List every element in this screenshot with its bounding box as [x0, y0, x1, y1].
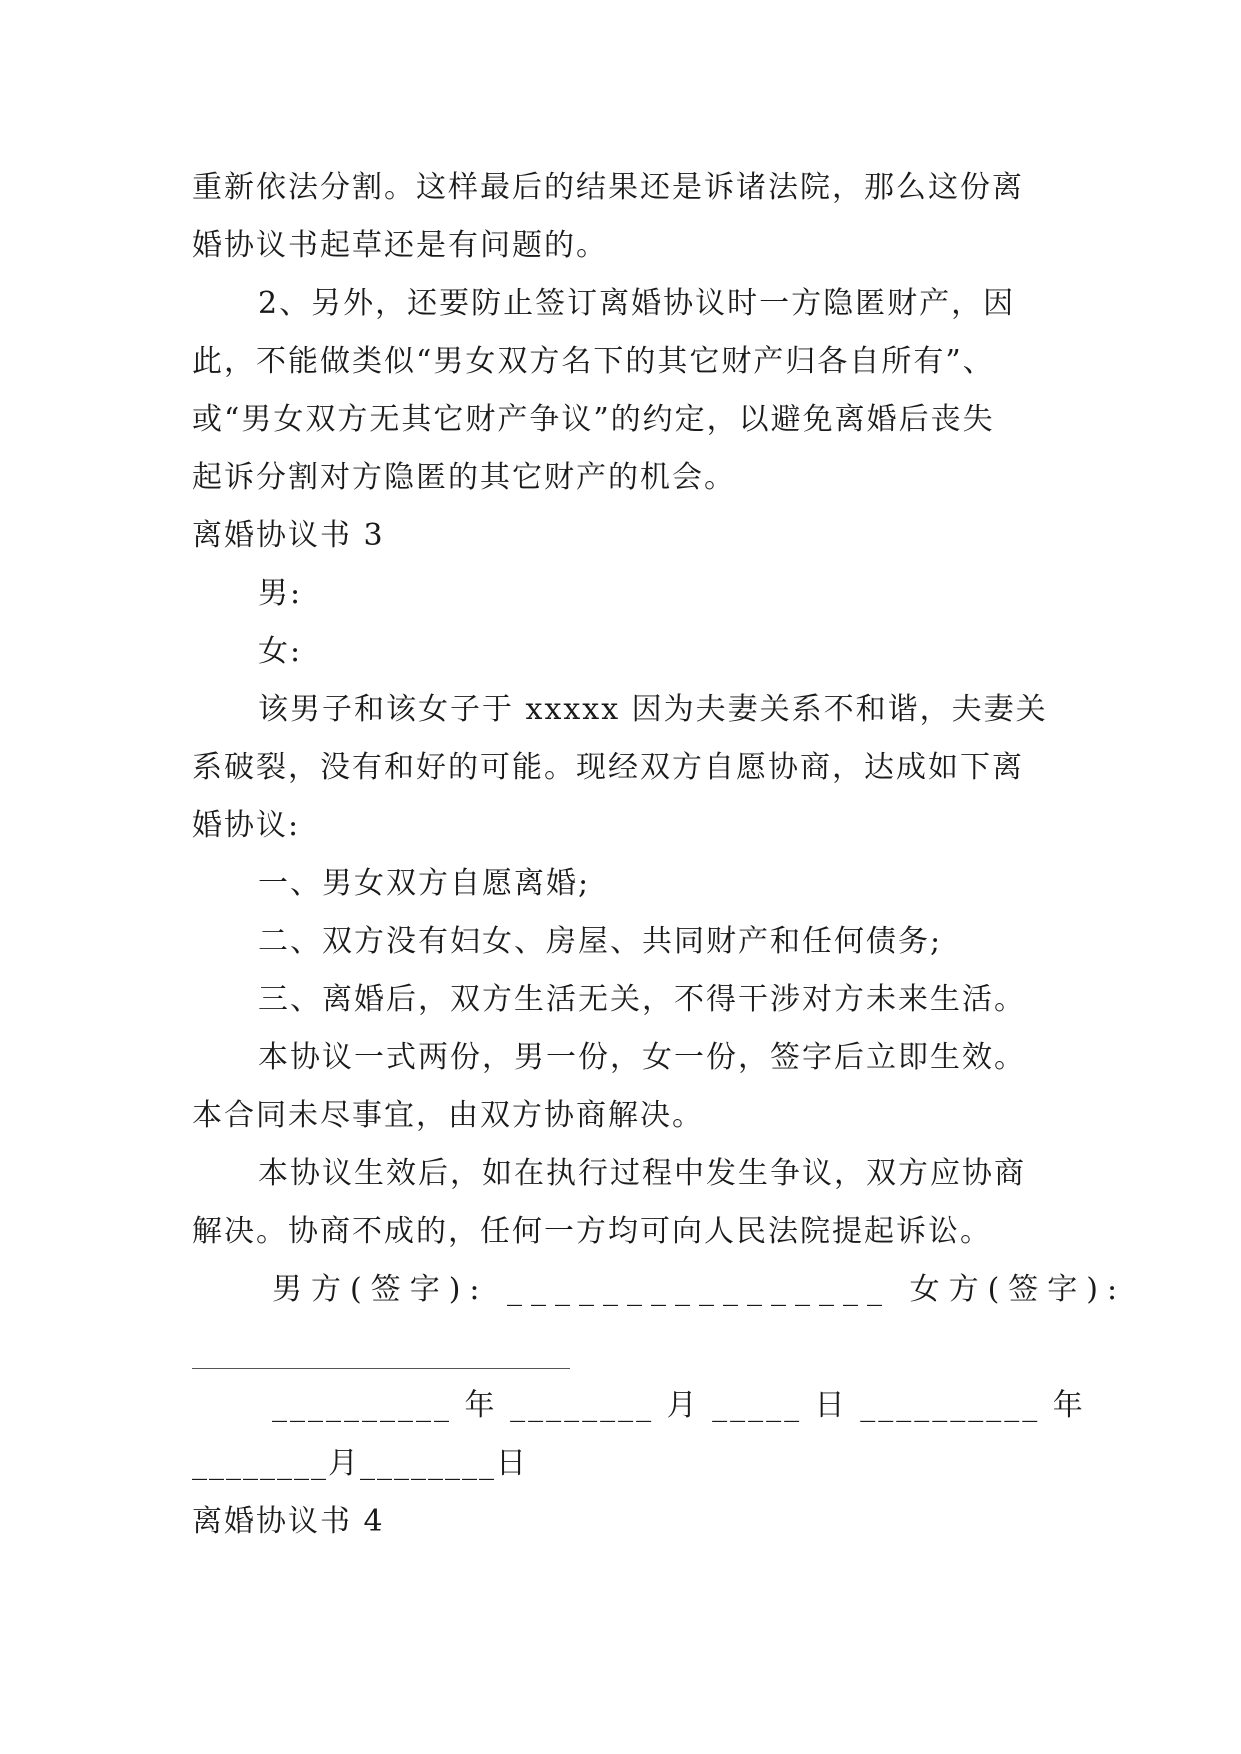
- paragraph-line-4: 此，不能做类似“男女双方名下的其它财产归各自所有”、: [192, 344, 995, 379]
- section-heading-4: 离婚协议书 4: [192, 1504, 385, 1539]
- paragraph-line-10: 本协议一式两份，男一份，女一份，签字后立即生效。: [258, 1040, 1026, 1075]
- paragraph-line-3: 2、另外，还要防止签订离婚协议时一方隐匿财产，因: [258, 286, 1016, 321]
- signature-underline: [192, 1368, 570, 1369]
- male-party-label: 男:: [258, 576, 303, 611]
- paragraph-line-9: 婚协议:: [192, 808, 301, 843]
- paragraph-line-1: 重新依法分割。这样最后的结果还是诉诸法院，那么这份离: [192, 170, 1024, 205]
- paragraph-line-2: 婚协议书起草还是有问题的。: [192, 228, 608, 263]
- paragraph-line-5: 或“男女双方无其它财产争议”的约定，以避免离婚后丧失: [192, 402, 995, 437]
- section-heading-3: 离婚协议书 3: [192, 518, 385, 553]
- paragraph-line-12: 本协议生效后，如在执行过程中发生争议，双方应协商: [258, 1156, 1026, 1191]
- signature-line: 男方(签字): ________________ 女方(签字):: [272, 1272, 1127, 1307]
- paragraph-line-13: 解决。协商不成的，任何一方均可向人民法院提起诉讼。: [192, 1214, 992, 1249]
- paragraph-line-6: 起诉分割对方隐匿的其它财产的机会。: [192, 460, 736, 495]
- clause-3: 三、离婚后，双方生活无关，不得干涉对方未来生活。: [258, 982, 1026, 1017]
- paragraph-line-11: 本合同未尽事宜，由双方协商解决。: [192, 1098, 704, 1133]
- clause-1: 一、男女双方自愿离婚;: [258, 866, 591, 901]
- female-party-label: 女:: [258, 634, 303, 669]
- date-line: __________ 年 ________ 月 _____ 日 __________ 年: [272, 1388, 1086, 1423]
- paragraph-line-8: 系破裂，没有和好的可能。现经双方自愿协商，达成如下离: [192, 750, 1024, 785]
- date-line-continued: ________月________日: [192, 1446, 528, 1481]
- paragraph-line-7: 该男子和该女子于 xxxxx 因为夫妻关系不和谐，夫妻关: [258, 692, 1048, 727]
- clause-2: 二、双方没有妇女、房屋、共同财产和任何债务;: [258, 924, 943, 959]
